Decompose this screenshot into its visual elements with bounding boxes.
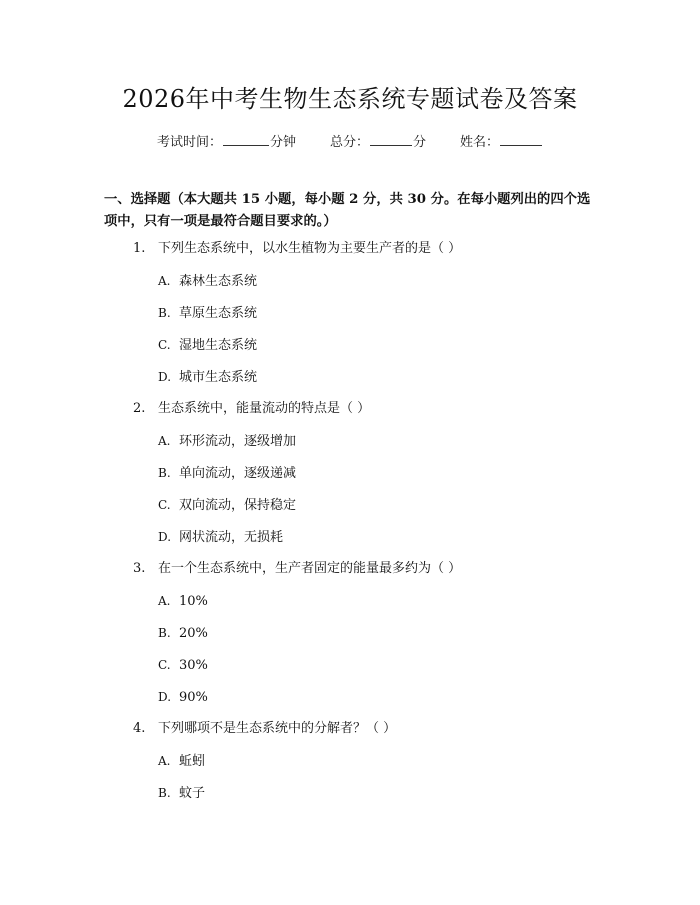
answer-option[interactable] <box>158 271 257 292</box>
option-letter: D. <box>158 690 172 704</box>
question-stem <box>133 719 396 739</box>
option-letter: C. <box>158 498 171 512</box>
total-score-field <box>330 130 426 153</box>
option-text: 20% <box>179 626 208 641</box>
name-field <box>460 130 543 153</box>
option-text: 草原生态系统 <box>179 306 258 321</box>
option-text: 环形流动，逐级增加 <box>179 434 297 449</box>
option-text: 30% <box>179 658 208 673</box>
option-text: 湿地生态系统 <box>179 338 258 353</box>
answer-option[interactable] <box>158 335 257 356</box>
answer-option[interactable] <box>158 623 208 644</box>
time-unit: 分钟 <box>269 135 296 150</box>
question-stem <box>133 559 461 579</box>
option-letter: D. <box>158 370 172 384</box>
answer-option[interactable] <box>158 495 296 516</box>
question-text: 下列生态系统中，以水生植物为主要生产者的是（ ） <box>158 241 462 256</box>
answer-option[interactable] <box>158 687 208 708</box>
exam-time-field <box>157 130 296 153</box>
answer-option[interactable] <box>158 367 257 388</box>
answer-option[interactable] <box>158 527 283 548</box>
option-letter: C. <box>158 338 171 352</box>
question-number: 2. <box>133 401 146 416</box>
question-number: 3. <box>133 561 146 576</box>
option-letter: B. <box>158 626 171 640</box>
answer-option[interactable] <box>158 463 296 484</box>
answer-option[interactable] <box>158 751 205 772</box>
name-blank[interactable] <box>500 130 542 146</box>
option-text: 森林生态系统 <box>179 274 258 289</box>
option-text: 90% <box>179 690 208 705</box>
option-text: 蚊子 <box>179 786 206 801</box>
option-text: 10% <box>179 594 208 609</box>
section-heading-line2: 项中，只有一项是最符合题目要求的。） <box>104 214 337 229</box>
name-label: 姓名： <box>460 135 500 150</box>
option-text: 网状流动，无损耗 <box>179 530 284 545</box>
question-text: 在一个生态系统中，生产者固定的能量最多约为（ ） <box>158 561 462 576</box>
question-number: 4. <box>133 721 146 736</box>
exam-meta <box>0 130 700 153</box>
question-stem <box>133 399 370 419</box>
question-text: 生态系统中，能量流动的特点是（ ） <box>158 401 371 416</box>
answer-option[interactable] <box>158 303 257 324</box>
answer-option[interactable] <box>158 783 205 804</box>
question-text: 下列哪项不是生态系统中的分解者？（ ） <box>158 721 397 736</box>
answer-option[interactable] <box>158 655 208 676</box>
section-heading-line1: 一、选择题（本大题共 15 小题，每小题 2 分，共 30 分。在每小题列出的四个选 <box>104 192 591 207</box>
option-letter: B. <box>158 786 171 800</box>
option-letter: D. <box>158 530 172 544</box>
score-unit: 分 <box>413 135 427 150</box>
option-text: 双向流动，保持稳定 <box>179 498 297 513</box>
option-letter: B. <box>158 306 171 320</box>
option-text: 单向流动，逐级递减 <box>179 466 297 481</box>
option-text: 城市生态系统 <box>179 370 258 385</box>
score-label: 总分： <box>329 135 369 150</box>
time-blank[interactable] <box>223 130 269 146</box>
score-blank[interactable] <box>370 130 412 146</box>
question-number: 1. <box>133 241 146 256</box>
answer-option[interactable] <box>158 591 208 612</box>
answer-option[interactable] <box>158 431 296 452</box>
option-text: 蚯蚓 <box>179 754 206 769</box>
option-letter: A. <box>158 754 171 768</box>
option-letter: A. <box>158 434 171 448</box>
option-letter: B. <box>158 466 171 480</box>
option-letter: C. <box>158 658 171 672</box>
option-letter: A. <box>158 274 171 288</box>
question-stem <box>133 239 461 259</box>
time-label: 考试时间： <box>156 135 222 150</box>
page-title: 2026年中考生物生态系统专题试卷及答案 <box>122 85 578 113</box>
option-letter: A. <box>158 594 171 608</box>
section-heading-choice <box>104 189 599 233</box>
